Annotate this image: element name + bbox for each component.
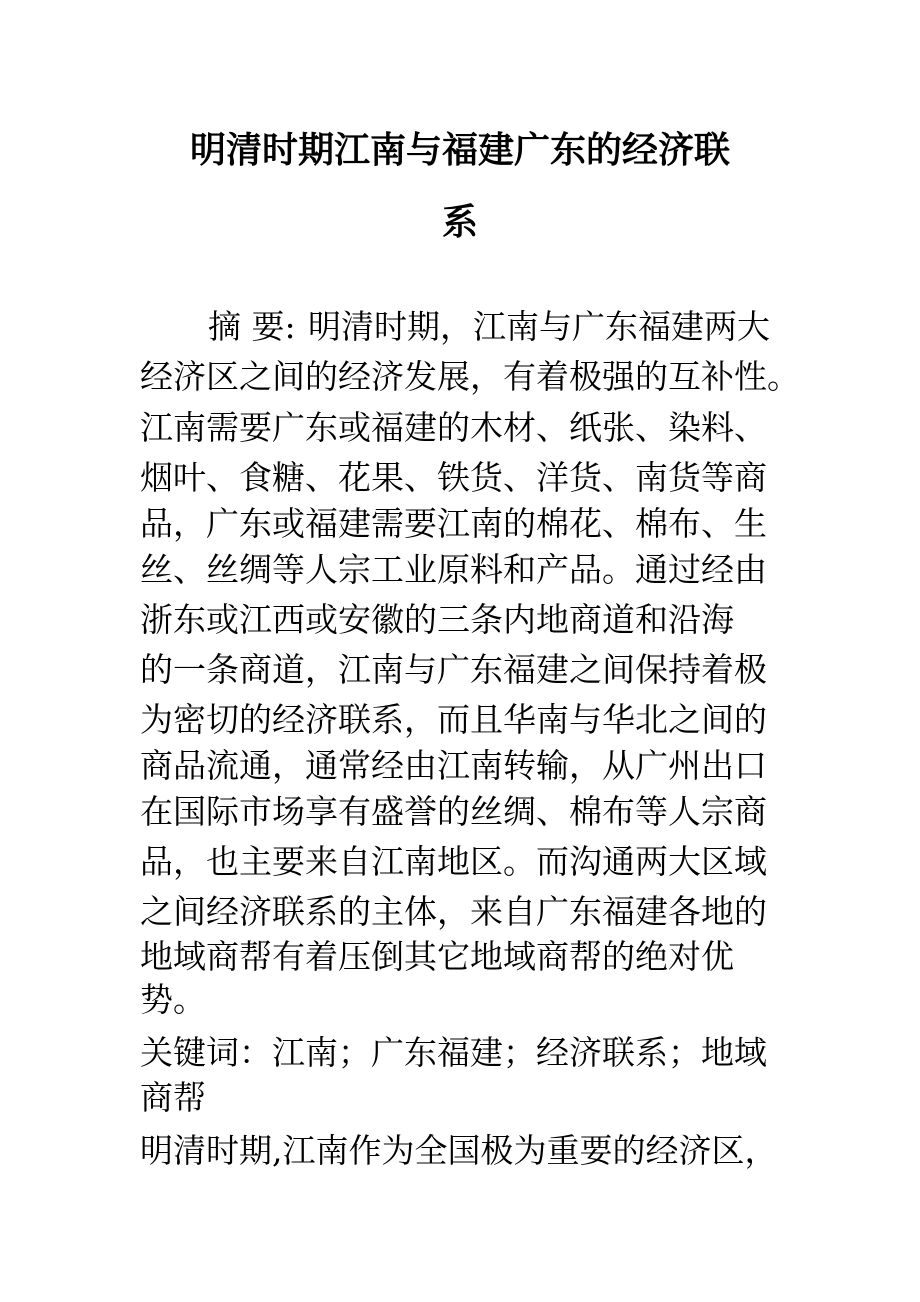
abstract-line: 势。: [140, 980, 206, 1019]
abstract-line: 品，广东或福建需要江南的棉花、棉布、生: [140, 504, 767, 543]
abstract-line: 商品流通，通常经由江南转输，从广州出口: [140, 746, 767, 785]
abstract-line: 丝、丝绸等人宗工业原料和产品。通过经由: [140, 550, 767, 589]
keywords-line: 关键词：江南；广东福建；经济联系；地域: [140, 1033, 767, 1072]
abstract-line: 地域商帮有着压倒其它地域商帮的绝对优: [140, 937, 734, 976]
abstract-label: 摘 要:: [208, 307, 296, 346]
abstract-line: 为密切的经济联系，而且华南与华北之间的: [140, 700, 767, 739]
abstract-line: 在国际市场享有盛誉的丝绸、棉布等人宗商: [140, 792, 767, 831]
keywords-line: 商帮: [140, 1078, 206, 1117]
abstract-line: 品，也主要来自江南地区。而沟通两大区域: [140, 842, 767, 881]
abstract-line: 烟叶、食糖、花果、铁货、洋货、南货等商: [140, 458, 767, 497]
body-paragraph-line: 明清时期,江南作为全国极为重要的经济区，: [140, 1131, 778, 1170]
abstract-line: 之间经济联系的主体，来自广东福建各地的: [140, 892, 767, 931]
abstract-line: 经济区之间的经济发展，有着极强的互补性。: [140, 357, 800, 396]
abstract-line: 明清时期，江南与广东福建两大: [308, 307, 770, 346]
title-line-2: 系: [441, 202, 478, 243]
abstract-line: 的一条商道，江南与广东福建之间保持着极: [140, 650, 767, 689]
title-line-1: 明清时期江南与福建广东的经济联: [189, 130, 730, 171]
abstract-line: 江南需要广东或福建的木材、纸张、染料、: [140, 408, 767, 447]
abstract-line: 浙东或江西或安徽的三条内地商道和沿海: [140, 600, 734, 639]
